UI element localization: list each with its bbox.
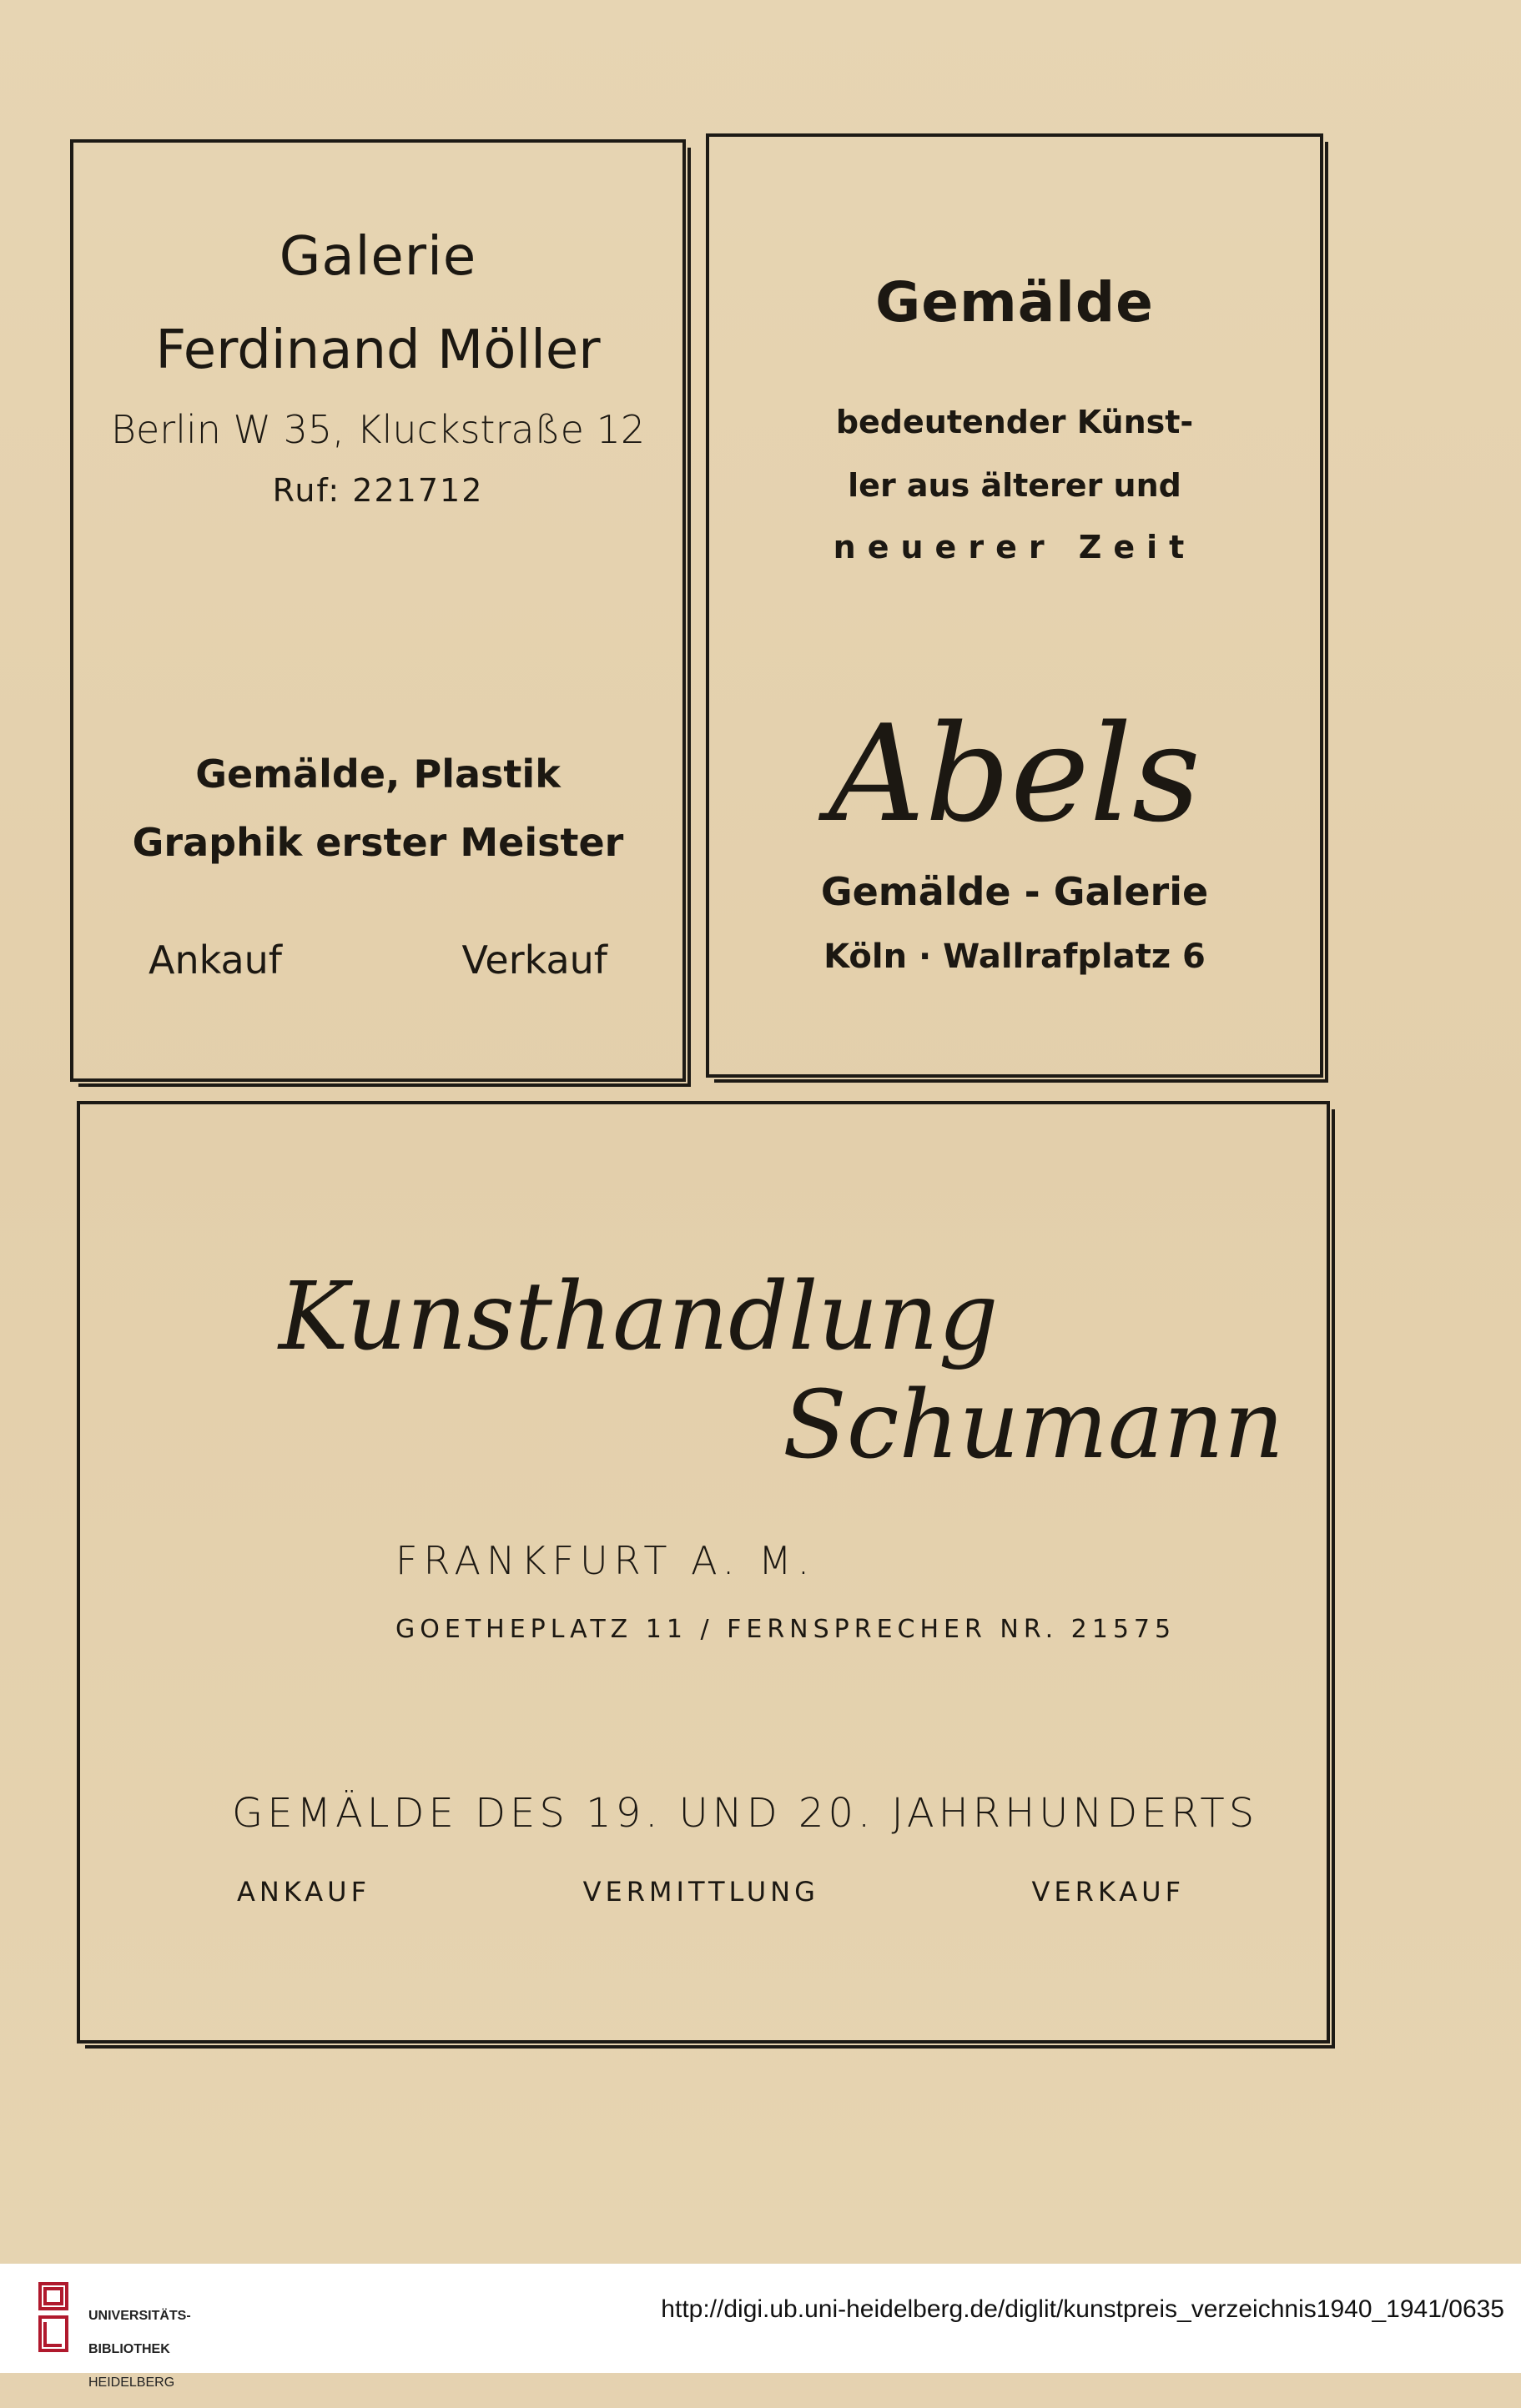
gallery-phone: Ruf: 221712 bbox=[272, 472, 484, 509]
service-mediation: VERMITTLUNG bbox=[582, 1876, 819, 1908]
library-name bbox=[88, 2291, 191, 2408]
abels-text-line3: neuerer Zeit bbox=[833, 529, 1196, 566]
library-name-line1: UNIVERSITÄTS- bbox=[88, 2309, 191, 2323]
gallery-address: Berlin W 35, Kluckstraße 12 bbox=[110, 407, 646, 452]
abels-gallery-label: Gemälde - Galerie bbox=[820, 869, 1209, 914]
service-sell: VERKAUF bbox=[1031, 1876, 1185, 1908]
abels-logo: Abels bbox=[828, 696, 1201, 852]
abels-text-line2: ler aus älterer und bbox=[848, 467, 1181, 504]
ad-kunsthandlung-schumann bbox=[77, 1101, 1330, 2044]
abels-text-line1: bedeutender Künst- bbox=[835, 404, 1194, 440]
abels-address: Köln · Wallrafplatz 6 bbox=[823, 938, 1206, 976]
gallery-items-line2: Graphik erster Meister bbox=[132, 820, 624, 865]
service-buy: ANKAUF bbox=[237, 1876, 370, 1908]
abels-heading: Gemälde bbox=[875, 270, 1154, 334]
gallery-name-line2: Ferdinand Möller bbox=[155, 319, 601, 381]
schumann-logo-line2: Schumann bbox=[783, 1371, 1284, 1480]
schumann-city: FRANKFURT A. M. bbox=[395, 1538, 816, 1583]
library-footer bbox=[0, 2264, 1521, 2390]
source-url[interactable]: http://digi.ub.uni-heidelberg.de/diglit/kunstpreis_verzeichnis1940_1941/0635 bbox=[661, 2295, 1504, 2323]
ad-abels bbox=[706, 133, 1323, 1078]
library-logo-icon bbox=[33, 2275, 77, 2359]
schumann-services bbox=[237, 1876, 1185, 1908]
gallery-items-line1: Gemälde, Plastik bbox=[195, 752, 561, 797]
library-name-line2: BIBLIOTHEK bbox=[88, 2342, 170, 2356]
schumann-era: GEMÄLDE DES 19. UND 20. JAHRHUNDERTS bbox=[232, 1790, 1259, 1837]
ad-galerie-moeller bbox=[70, 139, 686, 1082]
schumann-address: GOETHEPLATZ 11 / FERNSPRECHER NR. 21575 bbox=[395, 1615, 1176, 1644]
gallery-name-line1: Galerie bbox=[279, 226, 477, 288]
library-name-line3: HEIDELBERG bbox=[88, 2375, 175, 2390]
sell-label: Verkauf bbox=[461, 938, 607, 983]
schumann-logo-line1: Kunsthandlung bbox=[279, 1263, 999, 1371]
buy-label: Ankauf bbox=[149, 938, 282, 983]
